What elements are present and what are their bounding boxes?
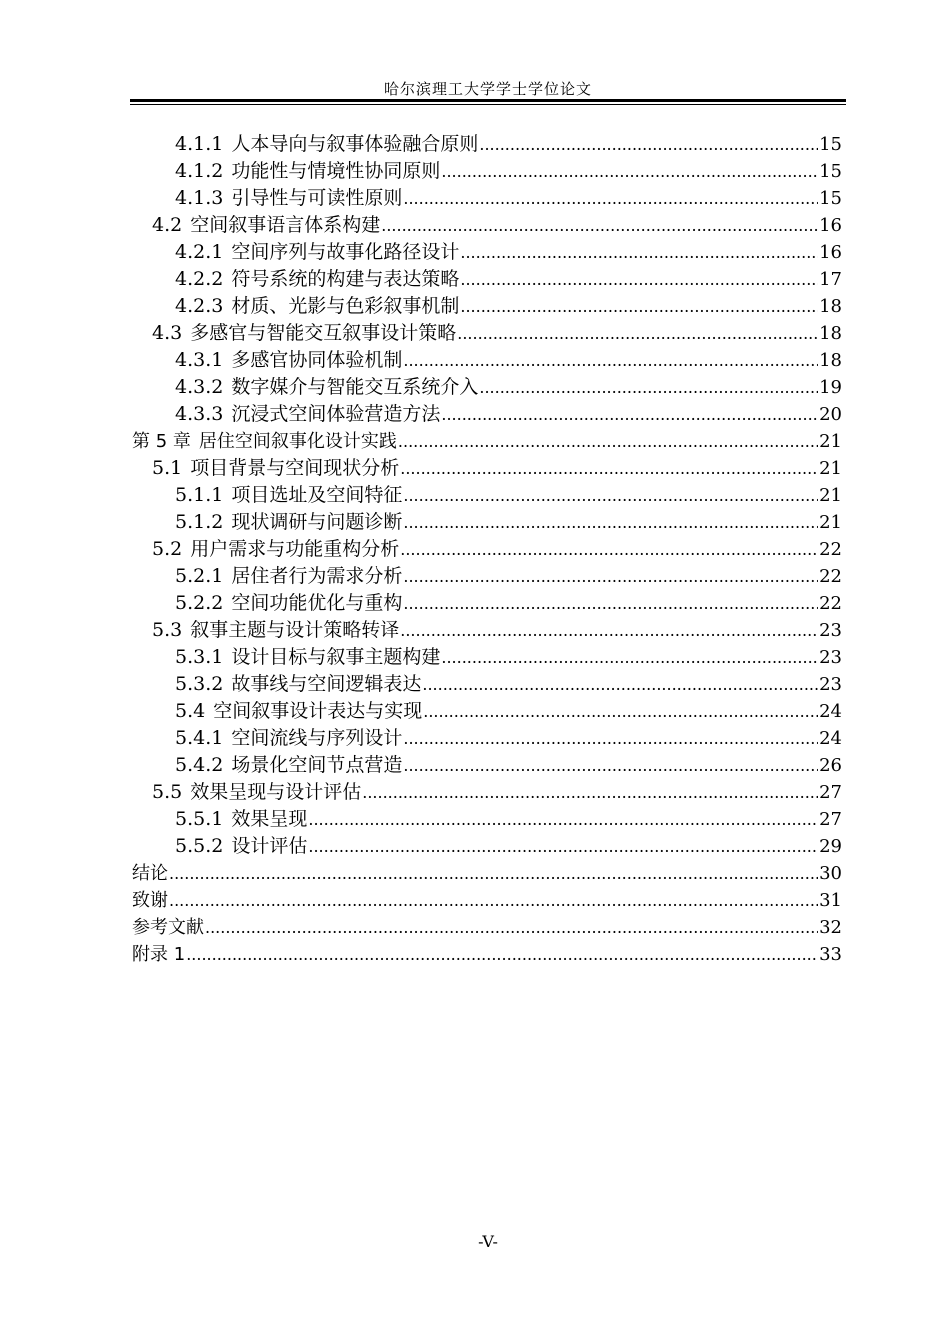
toc-entry-title: 空间叙事语言体系构建 bbox=[190, 214, 381, 236]
toc-entry[interactable] bbox=[132, 914, 842, 941]
toc-entry-title: 多感官与智能交互叙事设计策略 bbox=[190, 322, 457, 344]
footer-page-number: -V- bbox=[478, 1232, 498, 1251]
toc-entry-title: 用户需求与功能重构分析 bbox=[190, 538, 400, 560]
toc-entry-number: 4.1.3 bbox=[175, 187, 224, 209]
toc-entry-number: 5.5 bbox=[152, 781, 183, 803]
toc-dot-leader bbox=[400, 455, 818, 482]
toc-dot-leader bbox=[403, 482, 818, 509]
toc-dot-leader bbox=[186, 941, 818, 968]
toc-entry-page: 31 bbox=[819, 890, 842, 911]
toc-entry[interactable] bbox=[132, 158, 842, 185]
toc-entry[interactable] bbox=[132, 131, 842, 158]
toc-entry-title: 空间流线与序列设计 bbox=[231, 727, 403, 749]
toc-entry-page: 22 bbox=[819, 566, 842, 587]
toc-entry-page: 21 bbox=[819, 485, 842, 506]
toc-entry-number: 4.2 bbox=[152, 214, 183, 236]
toc-entry-number: 5.2.1 bbox=[175, 565, 224, 587]
toc-dot-leader bbox=[169, 887, 818, 914]
toc-dot-leader bbox=[441, 158, 818, 185]
toc-entry-page: 23 bbox=[819, 674, 842, 695]
toc-entry-page: 22 bbox=[819, 593, 842, 614]
toc-entry[interactable] bbox=[132, 509, 842, 536]
toc-entry-number: 4.3.2 bbox=[175, 376, 224, 398]
toc-entry[interactable] bbox=[132, 455, 842, 482]
toc-entry-title: 故事线与空间逻辑表达 bbox=[231, 673, 422, 695]
toc-entry-title: 设计目标与叙事主题构建 bbox=[231, 646, 441, 668]
toc-entry-title: 项目背景与空间现状分析 bbox=[190, 457, 400, 479]
toc-entry-page: 15 bbox=[819, 161, 842, 182]
toc-entry[interactable] bbox=[132, 590, 842, 617]
toc-entry[interactable] bbox=[132, 428, 842, 455]
toc-entry-number: 5.1 bbox=[152, 457, 183, 479]
toc-entry-number: 5.1.1 bbox=[175, 484, 224, 506]
toc-entry-page: 18 bbox=[819, 323, 842, 344]
toc-dot-leader bbox=[400, 536, 818, 563]
toc-entry-title: 材质、光影与色彩叙事机制 bbox=[231, 295, 460, 317]
toc-dot-leader bbox=[403, 347, 818, 374]
toc-entry-number: 5.3 bbox=[152, 619, 183, 641]
toc-entry[interactable] bbox=[132, 779, 842, 806]
toc-dot-leader bbox=[381, 212, 818, 239]
toc-entry-title: 项目选址及空间特征 bbox=[231, 484, 403, 506]
toc-entry[interactable] bbox=[132, 833, 842, 860]
toc-entry-title: 致谢 bbox=[132, 890, 168, 911]
toc-entry-page: 18 bbox=[819, 350, 842, 371]
toc-dot-leader bbox=[422, 671, 818, 698]
toc-entry-page: 27 bbox=[819, 809, 842, 830]
toc-dot-leader bbox=[403, 563, 818, 590]
toc-entry-title: 空间序列与故事化路径设计 bbox=[231, 241, 460, 263]
toc-entry[interactable] bbox=[132, 482, 842, 509]
toc-entry-page: 15 bbox=[819, 188, 842, 209]
toc-entry[interactable] bbox=[132, 563, 842, 590]
toc-entry[interactable] bbox=[132, 644, 842, 671]
toc-entry[interactable] bbox=[132, 536, 842, 563]
toc-dot-leader bbox=[403, 185, 818, 212]
running-header-title: 哈尔滨理工大学学士学位论文 bbox=[383, 80, 592, 98]
toc-entry-page: 26 bbox=[819, 755, 842, 776]
toc-entry-page: 19 bbox=[819, 377, 842, 398]
toc-entry[interactable] bbox=[132, 401, 842, 428]
toc-entry[interactable] bbox=[132, 806, 842, 833]
toc-entry-number: 5.5.1 bbox=[175, 808, 224, 830]
toc-dot-leader bbox=[479, 374, 818, 401]
toc-entry-page: 33 bbox=[819, 944, 842, 965]
toc-dot-leader bbox=[205, 914, 818, 941]
toc-entry-number: 4.3 bbox=[152, 322, 183, 344]
toc-entry[interactable] bbox=[132, 725, 842, 752]
toc-entry-title: 现状调研与问题诊断 bbox=[231, 511, 403, 533]
toc-dot-leader bbox=[403, 725, 818, 752]
toc-entry-page: 23 bbox=[819, 620, 842, 641]
toc-entry-number: 5.2.2 bbox=[175, 592, 224, 614]
toc-entry-number: 5.1.2 bbox=[175, 511, 224, 533]
toc-entry[interactable] bbox=[132, 887, 842, 914]
toc-dot-leader bbox=[362, 779, 818, 806]
toc-entry[interactable] bbox=[132, 185, 842, 212]
toc-entry-title: 引导性与可读性原则 bbox=[231, 187, 403, 209]
toc-entry-page: 18 bbox=[819, 296, 842, 317]
toc-dot-leader bbox=[403, 752, 818, 779]
table-of-contents bbox=[132, 131, 842, 968]
toc-entry-number: 5.2 bbox=[152, 538, 183, 560]
toc-entry-number: 4.1.2 bbox=[175, 160, 224, 182]
toc-entry[interactable] bbox=[132, 860, 842, 887]
toc-entry-page: 20 bbox=[819, 404, 842, 425]
toc-entry-title: 人本导向与叙事体验融合原则 bbox=[231, 133, 479, 155]
toc-entry-page: 21 bbox=[819, 512, 842, 533]
toc-entry[interactable] bbox=[132, 752, 842, 779]
toc-entry-title: 数字媒介与智能交互系统介入 bbox=[231, 376, 479, 398]
toc-entry-number: 4.3.1 bbox=[175, 349, 224, 371]
toc-entry-title: 功能性与情境性协同原则 bbox=[231, 160, 441, 182]
toc-entry[interactable] bbox=[132, 266, 842, 293]
toc-entry-title: 空间功能优化与重构 bbox=[231, 592, 403, 614]
toc-dot-leader bbox=[400, 617, 818, 644]
toc-dot-leader bbox=[423, 698, 818, 725]
toc-dot-leader bbox=[441, 644, 818, 671]
toc-entry-page: 21 bbox=[819, 431, 842, 452]
toc-entry-page: 24 bbox=[819, 728, 842, 749]
toc-entry-title: 符号系统的构建与表达策略 bbox=[231, 268, 460, 290]
toc-entry-number: 4.2.1 bbox=[175, 241, 224, 263]
toc-entry-title: 设计评估 bbox=[231, 835, 308, 857]
toc-dot-leader bbox=[479, 131, 818, 158]
toc-entry-title: 多感官协同体验机制 bbox=[231, 349, 403, 371]
toc-dot-leader bbox=[457, 320, 818, 347]
toc-entry-number: 第 5 章 bbox=[132, 431, 191, 452]
toc-entry-title: 结论 bbox=[132, 863, 168, 884]
toc-entry-number: 5.4.2 bbox=[175, 754, 224, 776]
toc-entry-number: 4.1.1 bbox=[175, 133, 224, 155]
toc-entry-number: 4.3.3 bbox=[175, 403, 224, 425]
toc-entry-title: 居住空间叙事化设计实践 bbox=[198, 431, 397, 452]
toc-dot-leader bbox=[460, 266, 818, 293]
toc-entry-title: 叙事主题与设计策略转译 bbox=[190, 619, 400, 641]
toc-entry[interactable] bbox=[132, 293, 842, 320]
toc-entry[interactable] bbox=[132, 698, 842, 725]
toc-entry-page: 17 bbox=[819, 269, 842, 290]
toc-dot-leader bbox=[169, 860, 818, 887]
toc-entry-page: 16 bbox=[819, 242, 842, 263]
toc-entry-page: 29 bbox=[819, 836, 842, 857]
toc-entry-page: 27 bbox=[819, 782, 842, 803]
toc-entry-title: 附录 1 bbox=[132, 944, 186, 965]
toc-entry-number: 4.2.2 bbox=[175, 268, 224, 290]
toc-dot-leader bbox=[308, 806, 818, 833]
toc-entry[interactable] bbox=[132, 374, 842, 401]
toc-dot-leader bbox=[441, 401, 818, 428]
toc-entry-page: 23 bbox=[819, 647, 842, 668]
toc-entry-title: 参考文献 bbox=[132, 917, 204, 938]
toc-dot-leader bbox=[460, 239, 818, 266]
toc-entry-number: 5.4 bbox=[175, 700, 206, 722]
toc-dot-leader bbox=[398, 428, 818, 455]
toc-entry-number: 4.2.3 bbox=[175, 295, 224, 317]
toc-entry-title: 场景化空间节点营造 bbox=[231, 754, 403, 776]
toc-dot-leader bbox=[460, 293, 818, 320]
toc-entry-page: 24 bbox=[819, 701, 842, 722]
header-rule-thick bbox=[130, 99, 846, 102]
toc-entry[interactable] bbox=[132, 347, 842, 374]
toc-entry-number: 5.5.2 bbox=[175, 835, 224, 857]
toc-entry-page: 16 bbox=[819, 215, 842, 236]
toc-dot-leader bbox=[403, 590, 818, 617]
toc-entry-page: 21 bbox=[819, 458, 842, 479]
toc-entry-number: 5.3.1 bbox=[175, 646, 224, 668]
toc-entry-title: 效果呈现与设计评估 bbox=[190, 781, 362, 803]
toc-entry[interactable] bbox=[132, 212, 842, 239]
toc-entry-title: 空间叙事设计表达与实现 bbox=[213, 700, 423, 722]
toc-entry-page: 15 bbox=[819, 134, 842, 155]
toc-entry[interactable] bbox=[132, 671, 842, 698]
toc-entry-title: 效果呈现 bbox=[231, 808, 308, 830]
toc-dot-leader bbox=[308, 833, 818, 860]
toc-entry-number: 5.3.2 bbox=[175, 673, 224, 695]
toc-entry-page: 30 bbox=[819, 863, 842, 884]
toc-dot-leader bbox=[403, 509, 818, 536]
toc-entry-page: 22 bbox=[819, 539, 842, 560]
toc-entry-page: 32 bbox=[819, 917, 842, 938]
header-rule-thin bbox=[130, 104, 846, 105]
toc-entry[interactable] bbox=[132, 239, 842, 266]
toc-entry-title: 居住者行为需求分析 bbox=[231, 565, 403, 587]
toc-entry[interactable] bbox=[132, 320, 842, 347]
toc-entry[interactable] bbox=[132, 941, 842, 968]
toc-entry[interactable] bbox=[132, 617, 842, 644]
toc-entry-title: 沉浸式空间体验营造方法 bbox=[231, 403, 441, 425]
toc-entry-number: 5.4.1 bbox=[175, 727, 224, 749]
